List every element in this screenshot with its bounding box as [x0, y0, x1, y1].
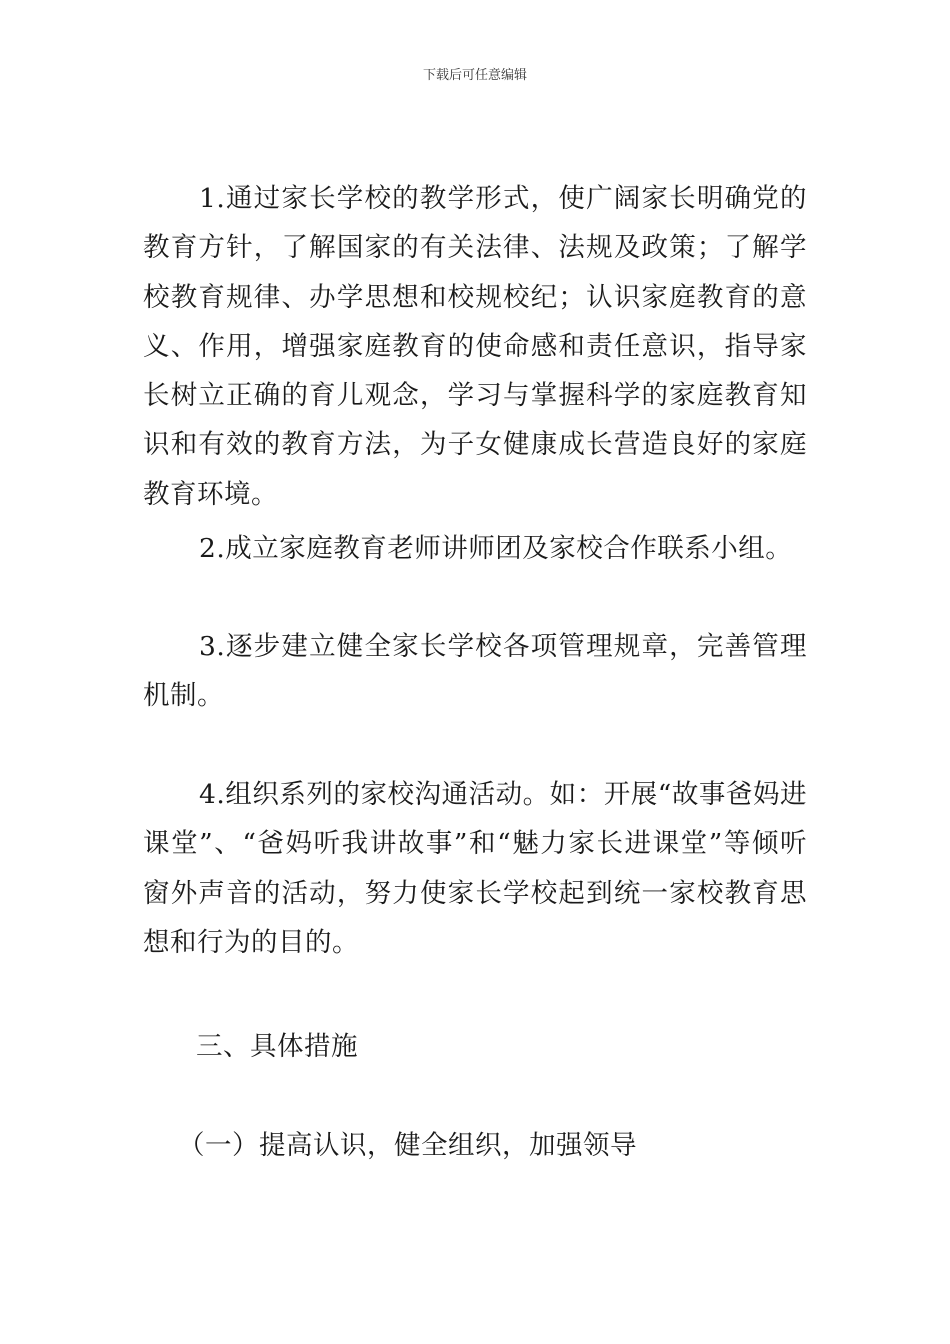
paragraph-item-2: 2.成立家庭教育老师讲师团及家校合作联系小组。 [199, 533, 793, 564]
paragraph-item-1: 1.通过家长学校的教学形式，使广阔家长明确党的教育方针，了解国家的有关法律、法规及政策；了解学校教育规律、办学思想和校规校纪；认识家庭教育的意义、作用，增强家庭教育的使命感和责任意识，指导家长树立正确的育儿观念，学习与掌握科学的家庭教育知识和有效的教育方法，为子女健康成长营造良好的家庭教育环境。 [143, 183, 807, 510]
subsection-heading-1: （一）提高认识，健全组织，加强领导 [178, 1130, 637, 1161]
section-heading-measures: 三、具体措施 [196, 1031, 358, 1062]
paragraph-item-4: 4.组织系列的家校沟通活动。如：开展“故事爸妈进课堂”、“爸妈听我讲故事”和“魅力家长进课堂”等倾听窗外声音的活动，努力使家长学校起到统一家校教育思想和行为的目的。 [143, 779, 807, 958]
paragraph-item-3: 3.逐步建立健全家长学校各项管理规章，完善管理机制。 [143, 631, 807, 712]
page-header-note: 下载后可任意编辑 [422, 68, 527, 83]
